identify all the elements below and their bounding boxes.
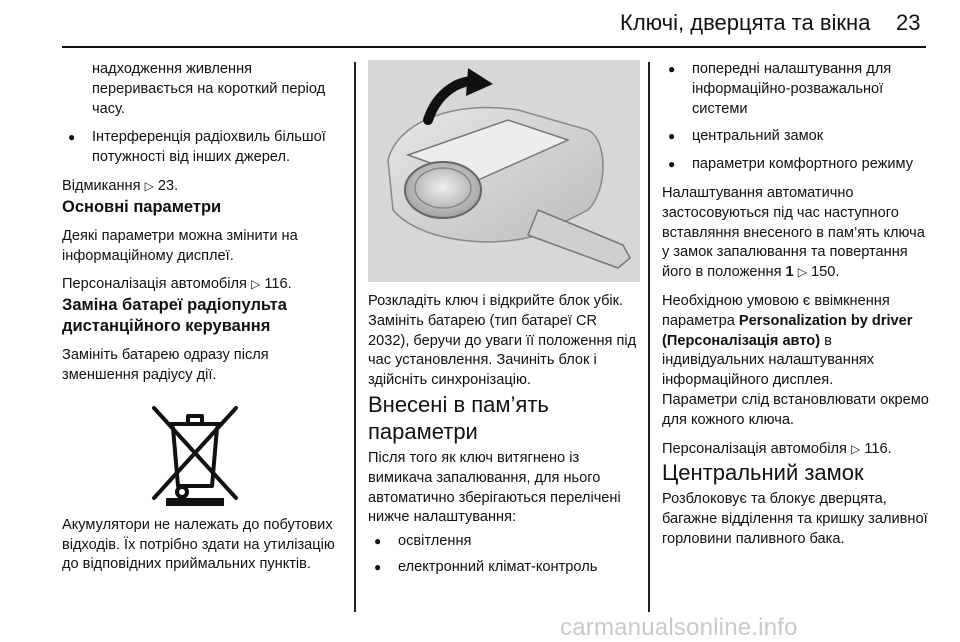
header-rule [62,46,926,48]
personalization-text: Персоналізація автомобіля [662,440,847,457]
column-3 [662,60,932,550]
page-header-title: Ключі, дверцята та вікна [620,10,871,35]
list-item: ● електронний клімат-контроль [368,558,640,578]
saved-settings-text: Після того як ключ витягнено із вимикача запалювання, для нього автоматично зберігаються перелічені нижче налаштування: [368,449,621,526]
ignition-position: 1 [785,264,794,281]
page-number: 23 [896,10,921,35]
column-2 [368,60,640,578]
battery-disposal-text: Акумулятори не належать до побутових відходів. Їх потрібно здати на утилізацію до відповідних приймальних пунктів. [62,516,335,573]
personalization-setting-name: Personalization by driver (Персоналізація авто) [662,312,913,349]
settings-applied-paragraph [662,184,932,283]
list-item: ● центральний замок [662,127,932,147]
battery-heading: Заміна батареї радіопульта дистанційного керування [62,296,287,336]
ignition-page-link[interactable]: 150. [811,264,840,281]
battery-text: Замініть батарею одразу після зменшення радіусу дії. [62,347,269,383]
settings-applied-text: Налаштування автоматично застосовуються під час наступного вставляння внесеного в пам’ять ключа у замок запалювання та повертання його в положення [662,184,925,281]
saved-settings-list [368,532,640,578]
page-ref-icon: ▷ [251,277,261,292]
battery-instruction-text: Розкладіть ключ і відкрийте блок убік. Замініть батарею (тип батареї CR 2032), беручи до уваги її положення під час установлення. Зачиніть блок і здійсніть синхронізацію. [368,293,637,389]
unlock-text: Відмикання [62,177,141,194]
page-ref-icon: ▷ [797,265,807,280]
central-lock-heading: Центральний замок [662,460,864,486]
column-1 [62,60,344,575]
personalization-text: Персоналізація автомобіля [62,276,247,293]
requirement-text-pre: Необхідною умовою є ввімкнення параметра [662,292,890,329]
crossed-bin-icon [140,398,250,506]
list-item: ● освітлення [368,532,640,552]
saved-settings-list-continued [662,60,932,175]
basic-settings-heading: Основні параметри [62,197,222,216]
page-ref-icon: ▷ [851,441,861,456]
personalization-page-link[interactable]: 116. [264,276,292,293]
requirement-text-post: в індивідуальних налаштуваннях інформаційного дисплея. [662,332,875,389]
requirement-paragraph [662,292,932,391]
personalization-page-link[interactable]: 116. [864,440,892,457]
watermark: carmanualsonline.info [560,614,798,641]
key-battery-illustration [368,60,640,282]
central-lock-text: Розблоковує та блокує дверцята, багажне відділення та кришку заливної горловини паливного бака. [662,491,928,547]
unlock-page-link[interactable]: 23. [157,177,179,194]
column-divider-right [648,62,650,612]
individual-settings-text: Параметри слід встановлювати окремо для кожного ключа. [662,391,929,428]
column-divider-left [354,62,356,612]
interference-list [62,128,344,168]
personalization-paragraph [62,275,344,295]
list-item: ● попередні налаштування для інформаційно-розважальної системи [662,60,932,119]
saved-settings-heading: Внесені в пам’ять параметри [368,391,549,444]
basic-settings-text: Деякі параметри можна змінити на інформаційному дисплеї. [62,227,298,264]
continuation-text: надходження живлення переривається на короткий період часу. [92,61,326,117]
personalization-paragraph [662,440,932,460]
unlock-paragraph [62,177,344,197]
page-ref-icon: ▷ [144,178,154,193]
list-item: ● параметри комфортного режиму [662,155,932,175]
list-item: ● Інтерференція радіохвиль більшої потужності від інших джерел. [62,128,344,168]
